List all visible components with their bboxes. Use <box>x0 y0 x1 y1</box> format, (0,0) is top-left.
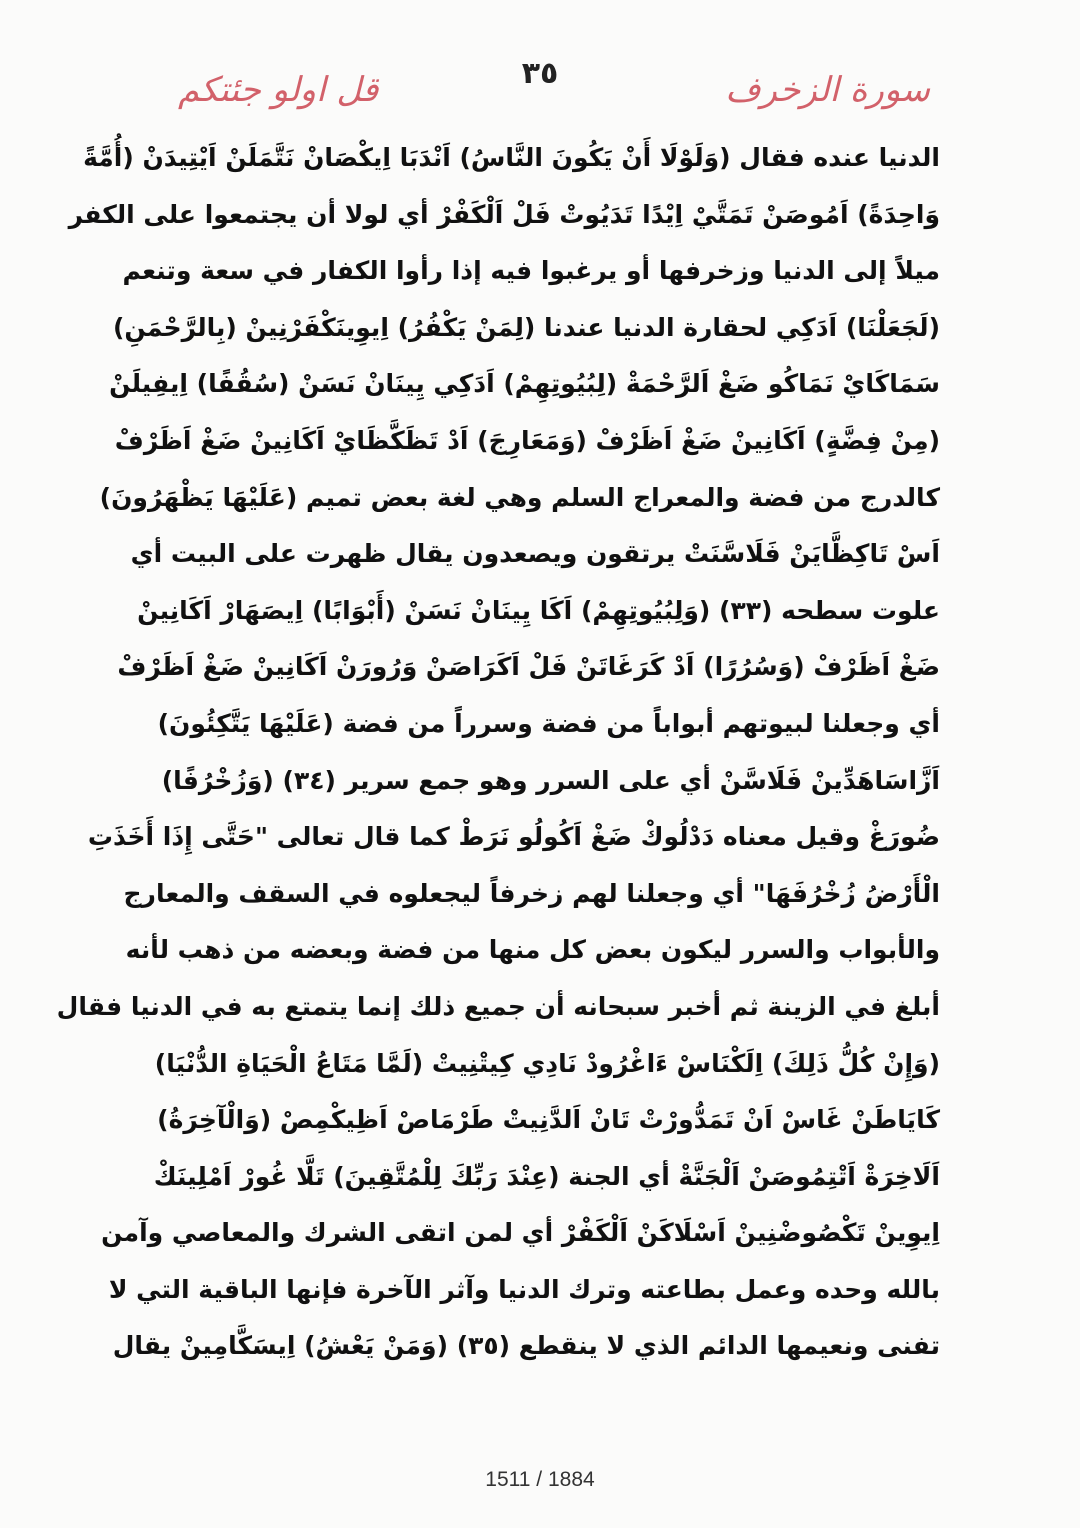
text-line: علوت سطحه (٣٣) (وَلِبُيُوتِهِمْ) اَكَا يِينَانْ نَسَنْ (أَبْوَابًا) اِيصَهَارْ اَكَانِينْ <box>137 595 940 625</box>
verse-annotation: قل اولو جئتكم <box>178 70 379 110</box>
text-line: اَزَّاسَاهَدِّينْ فَلَاسَّنْ أي على السرر وهو جمع سرير (٣٤) (وَزُخْرُفًا) <box>161 765 940 795</box>
text-line: اِيوِينْ تَكْصُوضْنِينْ اَسْلَاكَنْ اَلْكَفْرْ أي لمن اتقى الشرك والمعاصي وآمن <box>101 1218 940 1248</box>
text-line: سَمَاكَايْ نَمَاكُو ضَغْ اَلرَّحْمَةْ (لِبُيُوتِهِمْ) اَدَكِي يِينَانْ نَسَنْ (سُقُفًا) اِيفِيلَنْ <box>109 369 940 399</box>
text-line: (لَجَعَلْنَا) اَدَكِي لحقارة الدنيا عندنا (لِمَنْ يَكْفُرُ) اِيوِينَكْفَرْنِينْ (بِالرَّحْمَنِ) <box>112 312 940 342</box>
text-line: كَايَاطَنْ غَاسْ اَنْ تَمَدُّورْتْ تَانْ اَلدَّنِيتْ طَرْمَاصْ اَظِيكْمِصْ (وَالْآخِرَةُ) <box>157 1105 940 1135</box>
page-counter: 1511 / 1884 <box>485 1468 595 1491</box>
text-line: الْأَرْضُ زُخْرُفَهَا" أي وجعلنا لهم زخرفاً ليجعلوه في السقف والمعارج <box>123 878 940 908</box>
surah-name-annotation: سورة الزخرف <box>725 70 930 110</box>
text-line: ضُورَغْ وقيل معناه دَدْلُوكْ ضَغْ اَكُولُو نَرَطْ كما قال تعالى "حَتَّى إِذَا أَخَذَتِ <box>87 822 940 852</box>
text-line: اَسْ تَاكِظَّايَنْ فَلَاسَّنَتْ يرتقون ويصعدون يقال ظهرت على البيت أي <box>130 539 940 569</box>
text-line: اَلَاخِرَةْ اَتْتِمُوصَنْ اَلْجَنَّةْ أي الجنة (عِنْدَ رَبِّكَ لِلْمُتَّقِينَ) تَلَّا غُورْ اَمْلِينَكْ <box>153 1161 940 1191</box>
text-line: وَاحِدَةً) اَمُوصَنْ تَمَتَّيْ اِيْدًا تَدَيُوتْ فَلْ اَلْكَفْرْ أي لولا أن يجتمعوا على الكفر <box>68 199 940 229</box>
text-line: أبلغ في الزينة ثم أخبر سبحانه أن جميع ذلك إنما يتمتع به في الدنيا فقال <box>56 991 940 1021</box>
text-line: ميلاً إلى الدنيا وزخرفها أو يرغبوا فيه إذا رأوا الكفار في سعة وتنعم <box>122 256 940 286</box>
text-line: كالدرج من فضة والمعراج السلم وهي لغة بعض تميم (عَلَيْهَا يَظْهَرُونَ) <box>99 482 940 512</box>
body-text <box>56 130 940 1375</box>
text-line: (مِنْ فِضَّةٍ) اَكَانِينْ ضَغْ اَظَرْفْ (وَمَعَارِجَ) اَدْ تَظَكَّظَايْ اَكَانِينْ ضَغْ اَظَرْفْ <box>114 425 940 455</box>
text-line: بالله وحده وعمل بطاعته وترك الدنيا وآثر الآخرة فإنها الباقية التي لا <box>108 1274 940 1304</box>
text-line: (وَإِنْ كُلُّ ذَلِكَ) اِلَكْنَاسْ ءَاغْرُودْ نَادِي كِيتْنِيتْ (لَمَّا مَتَاعُ الْحَيَاةِ الدُّنْيَا) <box>154 1048 940 1078</box>
text-line: تفنى ونعيمها الدائم الذي لا ينقطع (٣٥) (وَمَنْ يَعْشُ) اِيسَكَّامِينْ يقال <box>112 1331 940 1361</box>
text-line: والأبواب والسرر ليكون بعض كل منها من فضة وبعضه من ذهب لأنه <box>125 935 940 965</box>
text-line: أي وجعلنا لبيوتهم أبواباً من فضة وسرراً من فضة (عَلَيْهَا يَتَّكِئُونَ) <box>157 708 940 738</box>
text-line: الدنيا عنده فقال (وَلَوْلَا أَنْ يَكُونَ النَّاسُ) اَنْدَبَا اِيكْصَانْ نَتَّمَلَنْ اَيْتِيدَنْ (أُمَّةً <box>83 143 940 172</box>
page-number: ٣٥ <box>521 56 559 91</box>
text-line: ضَغْ اَظَرْفْ (وَسُرُرًا) اَدْ كَرَغَاتَنْ فَلْ اَكَرَاصَنْ وَرُورَنْ اَكَانِينْ ضَغْ اَظَرْفْ <box>117 652 940 682</box>
